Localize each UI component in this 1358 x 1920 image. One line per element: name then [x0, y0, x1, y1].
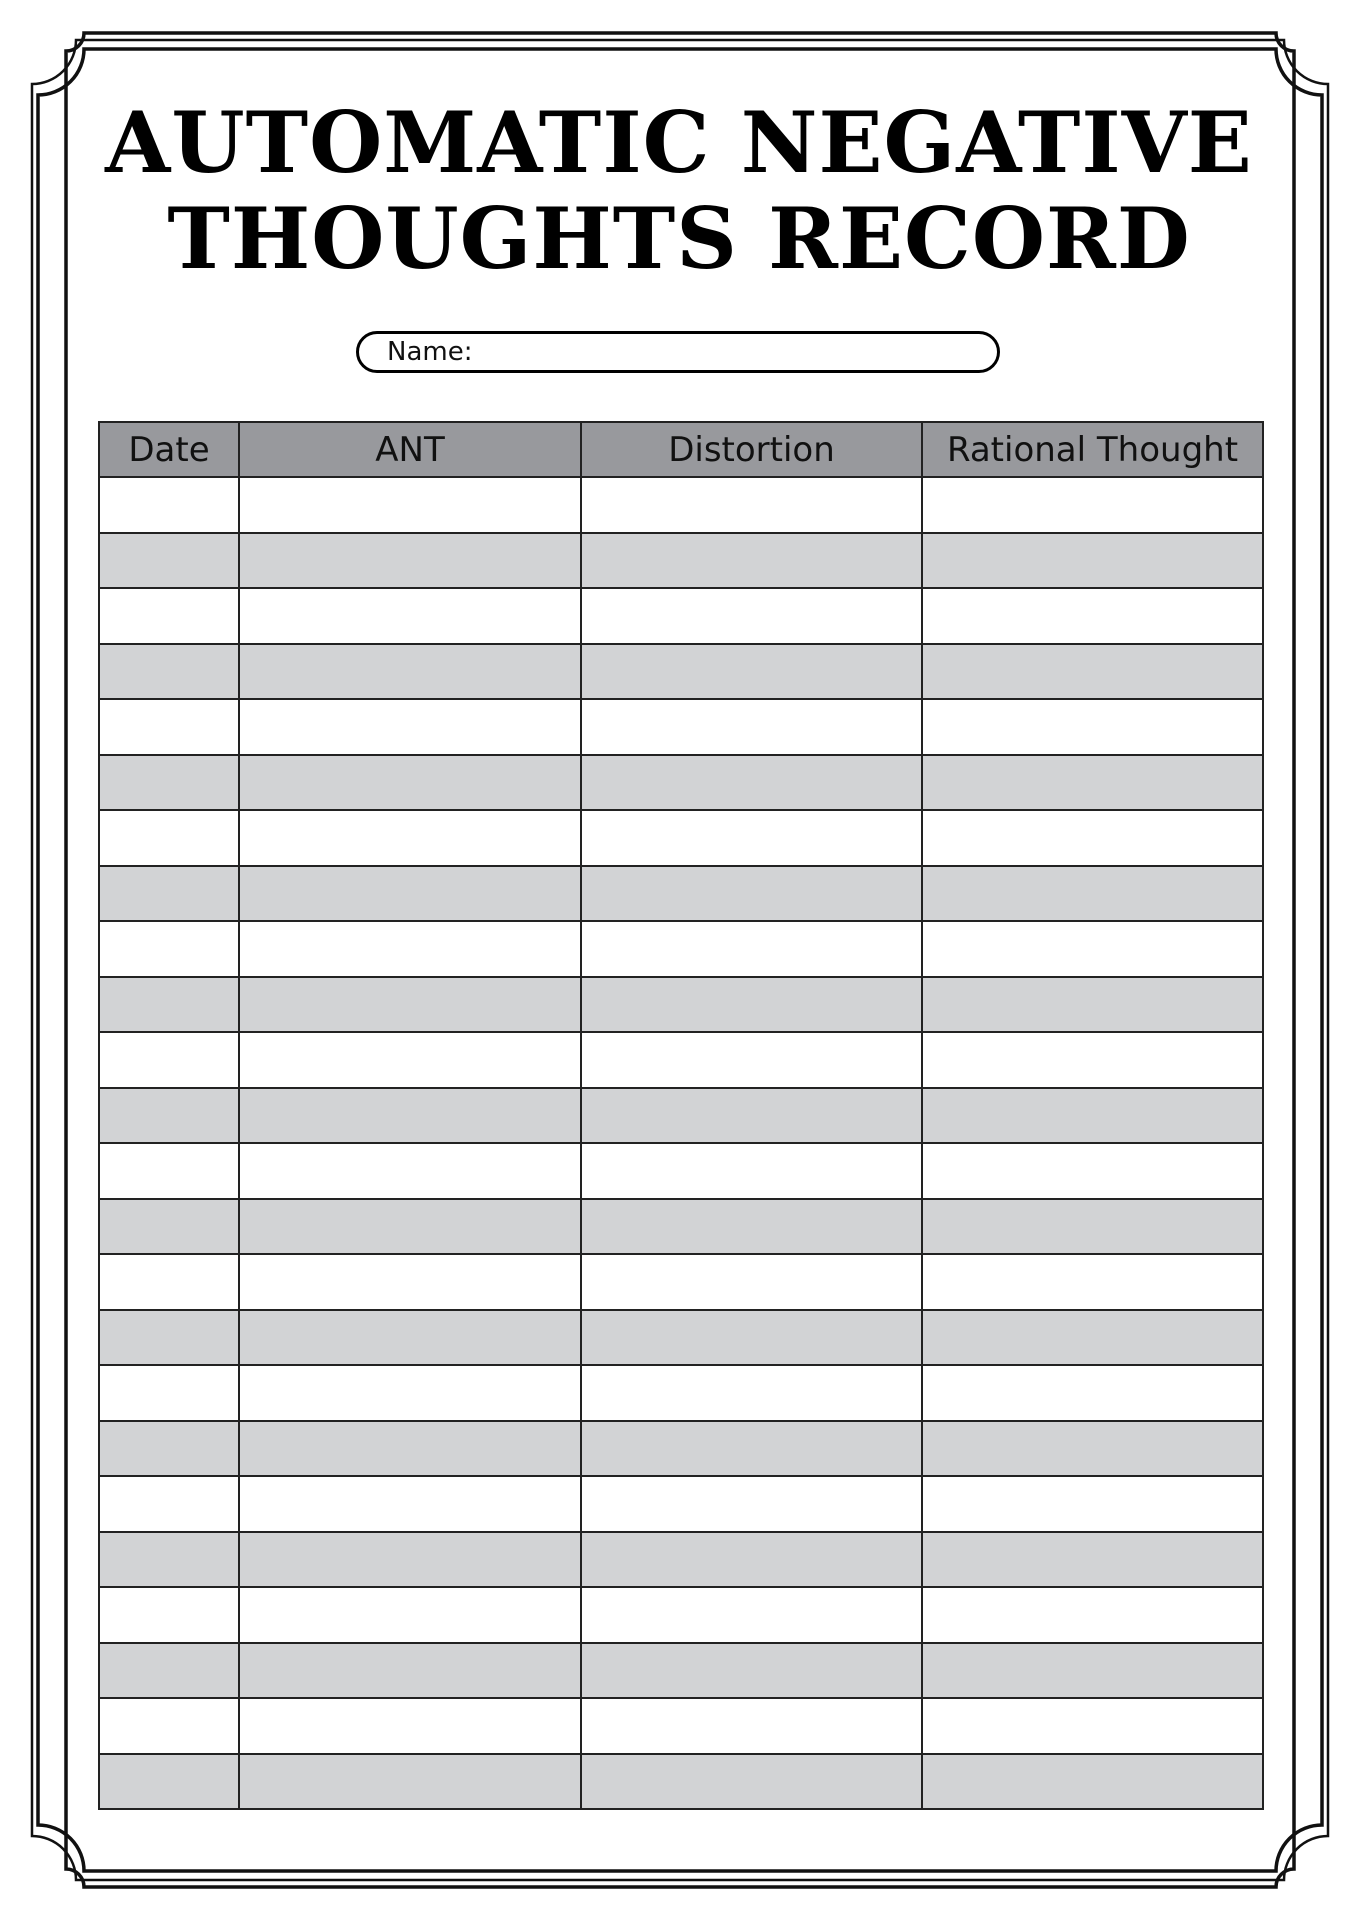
cell-date[interactable]: [99, 1643, 239, 1699]
cell-ant[interactable]: [239, 1476, 581, 1532]
table-row: [99, 1476, 1263, 1532]
cell-ant[interactable]: [239, 588, 581, 644]
cell-distortion[interactable]: [581, 1698, 922, 1754]
table-row: [99, 1365, 1263, 1421]
cell-distortion[interactable]: [581, 588, 922, 644]
cell-rational-thought[interactable]: [922, 1587, 1263, 1643]
cell-date[interactable]: [99, 1199, 239, 1255]
cell-rational-thought[interactable]: [922, 1365, 1263, 1421]
cell-rational-thought[interactable]: [922, 866, 1263, 922]
table-row: [99, 1643, 1263, 1699]
cell-date[interactable]: [99, 1254, 239, 1310]
cell-distortion[interactable]: [581, 1310, 922, 1366]
cell-date[interactable]: [99, 1032, 239, 1088]
cell-rational-thought[interactable]: [922, 1088, 1263, 1144]
cell-distortion[interactable]: [581, 866, 922, 922]
column-header-date: Date: [99, 422, 239, 477]
cell-rational-thought[interactable]: [922, 533, 1263, 589]
cell-rational-thought[interactable]: [922, 477, 1263, 533]
cell-rational-thought[interactable]: [922, 1754, 1263, 1810]
table-row: [99, 1088, 1263, 1144]
name-label: Name:: [387, 337, 473, 367]
table-row: [99, 1754, 1263, 1810]
cell-distortion[interactable]: [581, 1476, 922, 1532]
cell-date[interactable]: [99, 1143, 239, 1199]
cell-ant[interactable]: [239, 533, 581, 589]
table-row: [99, 1032, 1263, 1088]
table-row: [99, 755, 1263, 811]
cell-ant[interactable]: [239, 1088, 581, 1144]
table-row: [99, 1587, 1263, 1643]
cell-date[interactable]: [99, 644, 239, 700]
cell-distortion[interactable]: [581, 644, 922, 700]
table-row: [99, 1143, 1263, 1199]
column-header-rational-thought: Rational Thought: [922, 422, 1263, 477]
table-row: [99, 1310, 1263, 1366]
table-row: [99, 477, 1263, 533]
cell-rational-thought[interactable]: [922, 1032, 1263, 1088]
cell-rational-thought[interactable]: [922, 1476, 1263, 1532]
cell-date[interactable]: [99, 755, 239, 811]
cell-ant[interactable]: [239, 1421, 581, 1477]
cell-distortion[interactable]: [581, 699, 922, 755]
title-line-2: THOUGHTS RECORD: [167, 189, 1191, 288]
cell-date[interactable]: [99, 921, 239, 977]
cell-ant[interactable]: [239, 1698, 581, 1754]
cell-rational-thought[interactable]: [922, 1643, 1263, 1699]
cell-distortion[interactable]: [581, 1532, 922, 1588]
table-row: [99, 1698, 1263, 1754]
cell-rational-thought[interactable]: [922, 1199, 1263, 1255]
cell-ant[interactable]: [239, 1199, 581, 1255]
cell-date[interactable]: [99, 1476, 239, 1532]
cell-ant[interactable]: [239, 1532, 581, 1588]
cell-date[interactable]: [99, 1698, 239, 1754]
cell-date[interactable]: [99, 1754, 239, 1810]
cell-rational-thought[interactable]: [922, 921, 1263, 977]
cell-date[interactable]: [99, 1532, 239, 1588]
cell-ant[interactable]: [239, 1365, 581, 1421]
cell-ant[interactable]: [239, 1032, 581, 1088]
cell-ant[interactable]: [239, 977, 581, 1033]
table-row: [99, 1254, 1263, 1310]
table-row: [99, 588, 1263, 644]
cell-rational-thought[interactable]: [922, 1532, 1263, 1588]
cell-ant[interactable]: [239, 477, 581, 533]
cell-date[interactable]: [99, 1587, 239, 1643]
cell-rational-thought[interactable]: [922, 810, 1263, 866]
cell-date[interactable]: [99, 810, 239, 866]
cell-date[interactable]: [99, 1310, 239, 1366]
cell-ant[interactable]: [239, 644, 581, 700]
cell-distortion[interactable]: [581, 1199, 922, 1255]
column-header-distortion: Distortion: [581, 422, 922, 477]
cell-date[interactable]: [99, 1365, 239, 1421]
cell-date[interactable]: [99, 477, 239, 533]
table-row: [99, 921, 1263, 977]
cell-date[interactable]: [99, 588, 239, 644]
cell-rational-thought[interactable]: [922, 588, 1263, 644]
cell-date[interactable]: [99, 977, 239, 1033]
cell-ant[interactable]: [239, 699, 581, 755]
table-row: [99, 1532, 1263, 1588]
table-row: [99, 810, 1263, 866]
cell-ant[interactable]: [239, 921, 581, 977]
cell-ant[interactable]: [239, 1254, 581, 1310]
cell-rational-thought[interactable]: [922, 1254, 1263, 1310]
cell-distortion[interactable]: [581, 477, 922, 533]
cell-distortion[interactable]: [581, 1254, 922, 1310]
cell-distortion[interactable]: [581, 533, 922, 589]
table-row: [99, 533, 1263, 589]
cell-rational-thought[interactable]: [922, 1143, 1263, 1199]
cell-distortion[interactable]: [581, 1365, 922, 1421]
cell-ant[interactable]: [239, 810, 581, 866]
page-title: [0, 95, 1358, 287]
cell-distortion[interactable]: [581, 1421, 922, 1477]
table-row: [99, 866, 1263, 922]
cell-distortion[interactable]: [581, 1643, 922, 1699]
cell-rational-thought[interactable]: [922, 1310, 1263, 1366]
cell-date[interactable]: [99, 866, 239, 922]
cell-distortion[interactable]: [581, 1587, 922, 1643]
cell-distortion[interactable]: [581, 921, 922, 977]
cell-ant[interactable]: [239, 1754, 581, 1810]
table-row: [99, 699, 1263, 755]
cell-distortion[interactable]: [581, 1143, 922, 1199]
cell-distortion[interactable]: [581, 1088, 922, 1144]
table-row: [99, 977, 1263, 1033]
table-row: [99, 1421, 1263, 1477]
table-header-row: [99, 422, 1263, 477]
cell-ant[interactable]: [239, 1643, 581, 1699]
cell-rational-thought[interactable]: [922, 977, 1263, 1033]
cell-date[interactable]: [99, 1421, 239, 1477]
cell-distortion[interactable]: [581, 1032, 922, 1088]
name-field[interactable]: [356, 331, 1000, 373]
title-line-1: AUTOMATIC NEGATIVE: [105, 93, 1253, 192]
cell-distortion[interactable]: [581, 977, 922, 1033]
cell-ant[interactable]: [239, 1143, 581, 1199]
table-body: [99, 477, 1263, 1809]
cell-rational-thought[interactable]: [922, 755, 1263, 811]
cell-distortion[interactable]: [581, 1754, 922, 1810]
cell-rational-thought[interactable]: [922, 644, 1263, 700]
cell-distortion[interactable]: [581, 810, 922, 866]
cell-rational-thought[interactable]: [922, 1421, 1263, 1477]
cell-ant[interactable]: [239, 1587, 581, 1643]
cell-date[interactable]: [99, 699, 239, 755]
cell-rational-thought[interactable]: [922, 699, 1263, 755]
cell-date[interactable]: [99, 533, 239, 589]
thought-record-table: [98, 421, 1264, 1810]
column-header-ant: ANT: [239, 422, 581, 477]
table-row: [99, 644, 1263, 700]
cell-ant[interactable]: [239, 866, 581, 922]
table-row: [99, 1199, 1263, 1255]
cell-ant[interactable]: [239, 1310, 581, 1366]
cell-rational-thought[interactable]: [922, 1698, 1263, 1754]
cell-distortion[interactable]: [581, 755, 922, 811]
cell-date[interactable]: [99, 1088, 239, 1144]
cell-ant[interactable]: [239, 755, 581, 811]
